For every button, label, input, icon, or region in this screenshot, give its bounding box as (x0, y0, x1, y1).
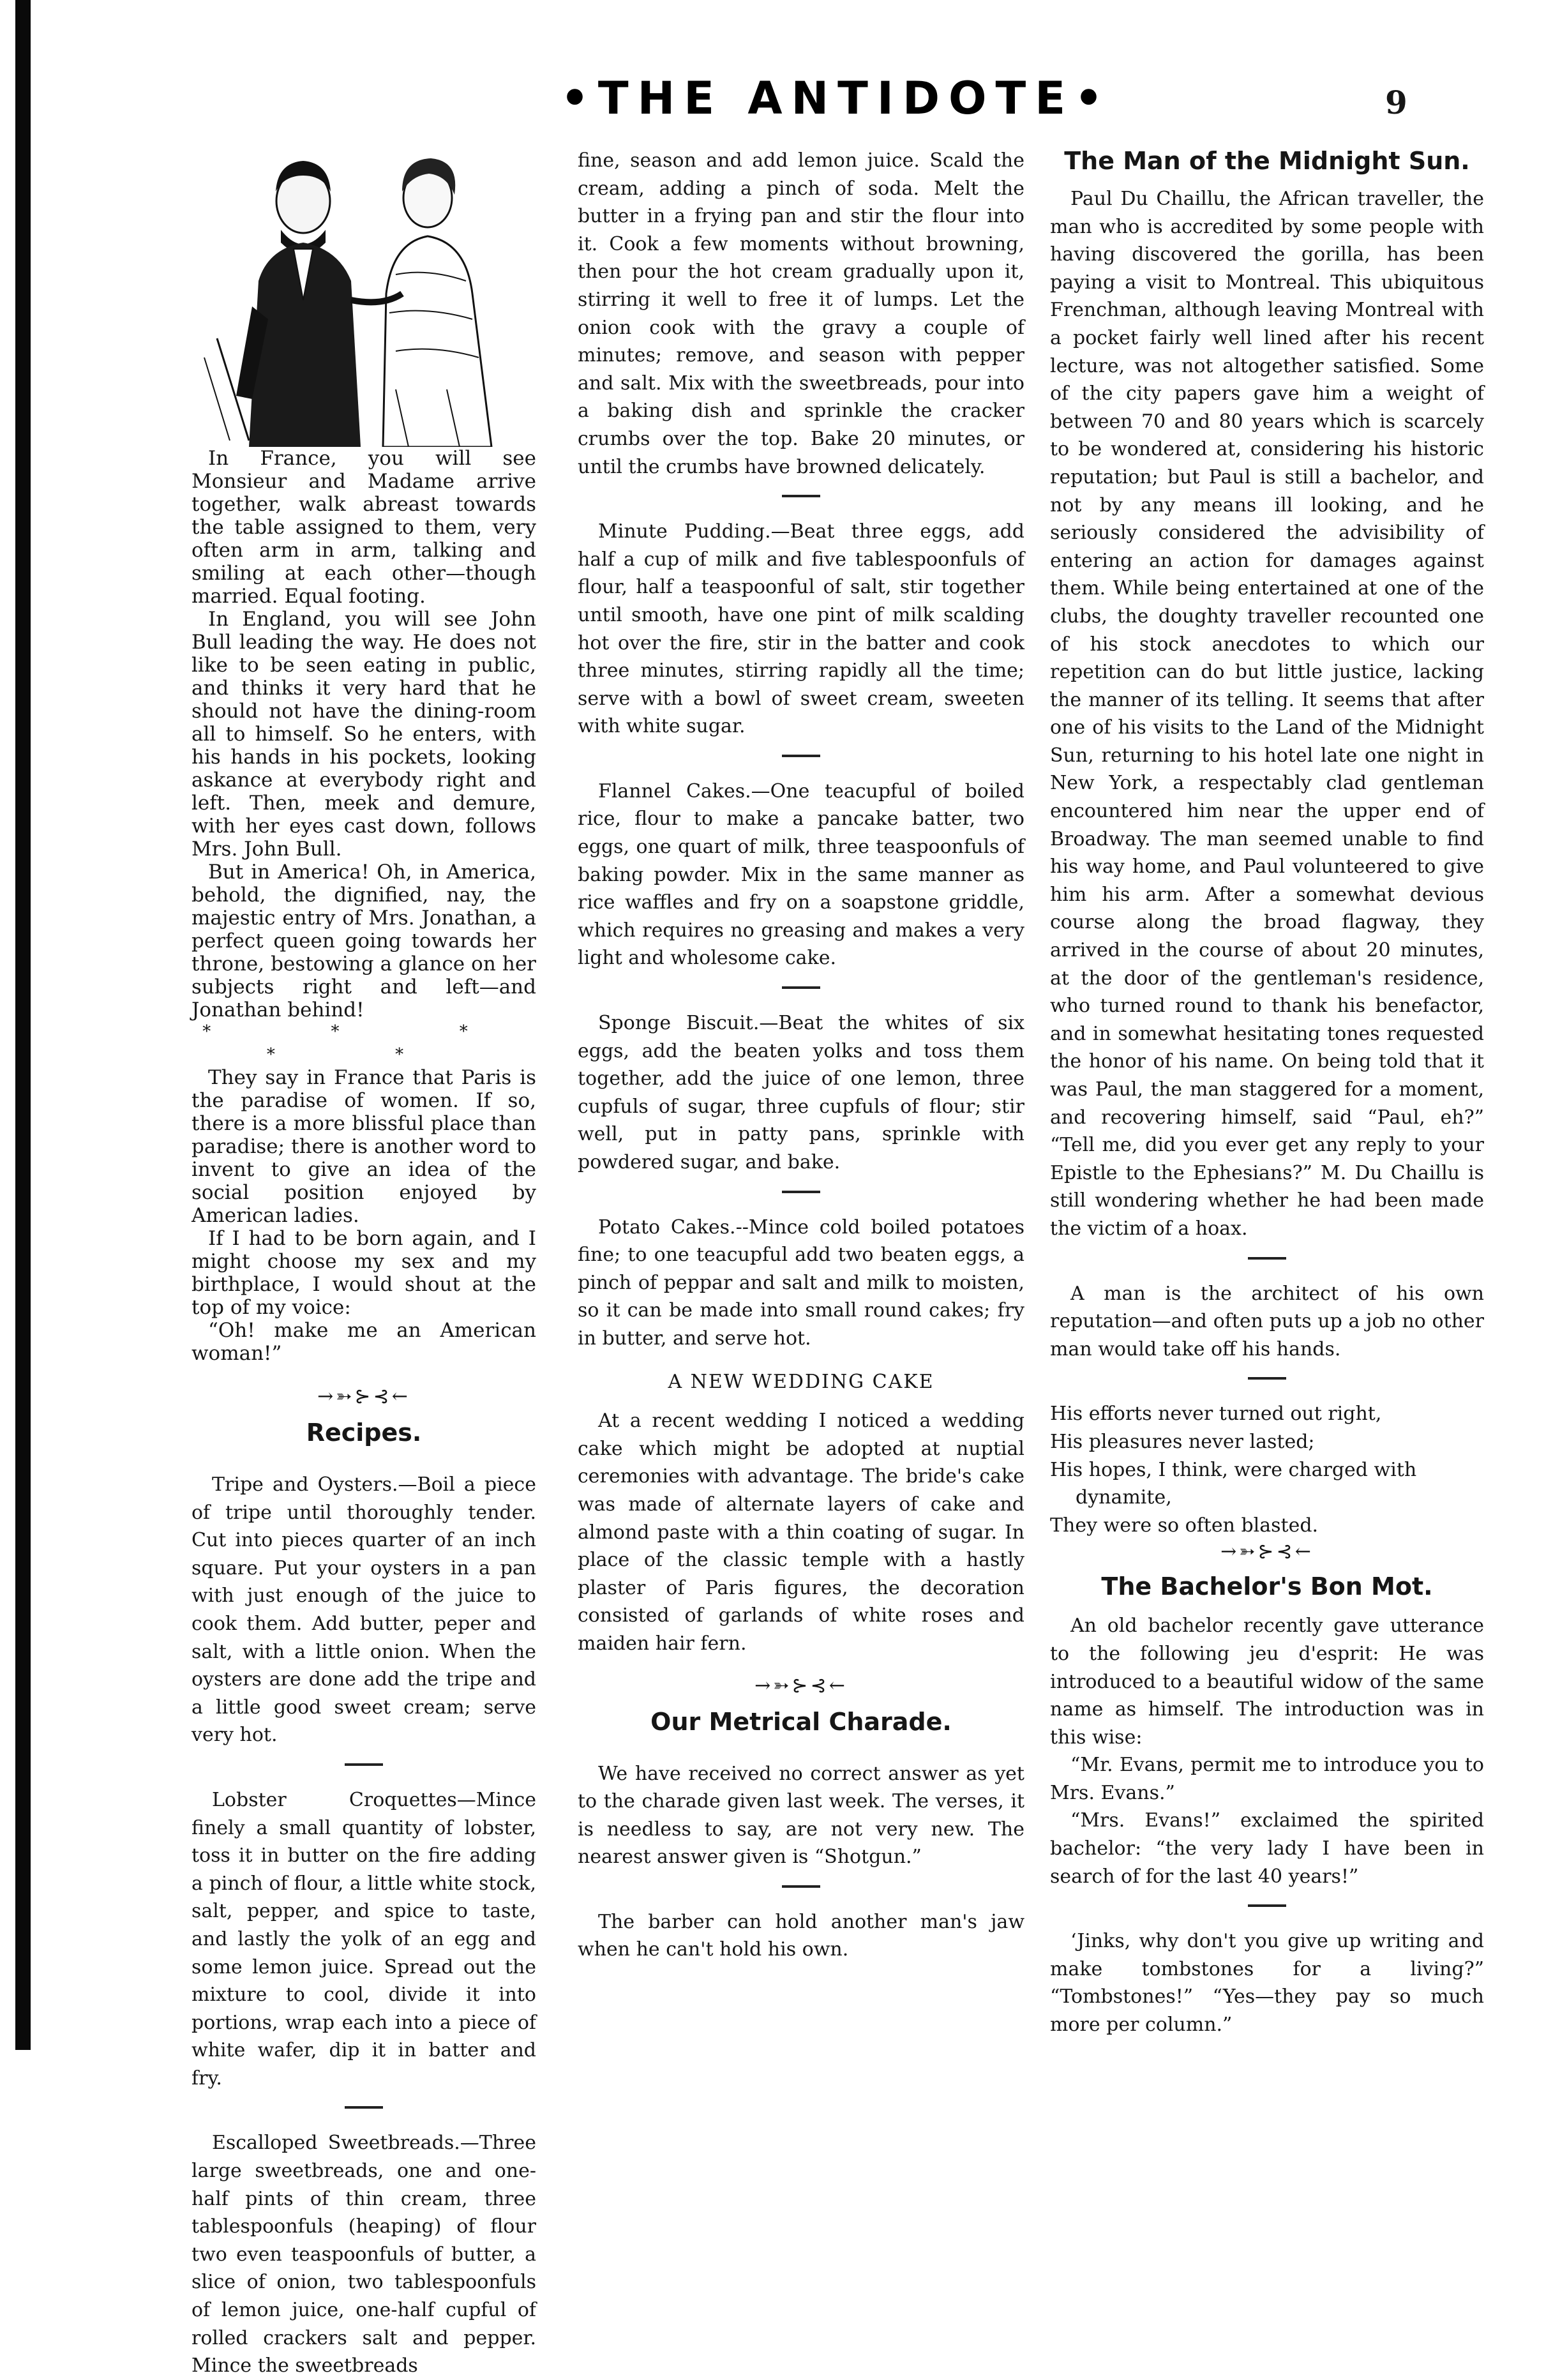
recipe-minute-pudding: Minute Pudding.—Beat three eggs, add half a cup of milk and five tablespoonfuls of flour, half a teaspoonful of salt, stir together until smooth, have one pint of milk scalding hot over the fire, stir in the batter and cook three minutes, stirring rapidly all the time; serve with a bowl of sweet cream, sweeten with white sugar. (578, 520, 1024, 738)
recipe-divider (782, 1191, 820, 1193)
wedding-cake-heading: A NEW WEDDING CAKE (668, 1370, 934, 1393)
sweetbreads-continuation: fine, season and add lemon juice. Scald the cream, adding a pinch of soda. Melt the butter in a frying pan and stir the flour into it. Cook a few moments without browning, then pour the hot cream gradually upon it, stirring it well to free it of lumps. Let the onion cook with the gravy a couple of minutes; remove, and season with pepper and salt. Mix with the sweetbreads, pour into a baking dish and sprinkle the cracker crumbs over the top. Bake 20 minutes, or until the crumbs have browned delicately. (578, 149, 1024, 478)
architect-text: A man is the architect of his own reputation—and often puts up a job no other man would take off his hands. (1050, 1282, 1484, 1360)
page-edge-rule (15, 0, 31, 2050)
verse-line: dynamite, (1076, 1486, 1172, 1509)
paragraph-quote: “Oh! make me an American woman!” (191, 1319, 536, 1365)
section-divider (1248, 1904, 1286, 1907)
verse-line: They were so often blasted. (1050, 1514, 1319, 1537)
bon-mot-intro: An old bachelor recently gave utterance to the following jeu d'esprit: He was introduced to a beautiful widow of the same name as himself. The introduction was in this wise: (1050, 1615, 1484, 1749)
paragraph-england: In England, you will see John Bull leading the way. He does not like to be seen eating in public, and thinks it very hard that he should not have the dining-room all to himself. So he enters, with his hands in his pockets, looking askance at everybody right and left. Then, meek and demure, with her eyes cast down, follows Mrs. John Bull. (191, 608, 536, 861)
section-stars: * * * * * (202, 1022, 525, 1064)
verse-line: His efforts never turned out right, (1050, 1403, 1382, 1426)
midnight-sun-heading: The Man of the Midnight Sun. (1064, 147, 1470, 175)
divider-ornament: →➳⊱⊰← (317, 1385, 410, 1408)
midnight-sun-article: Paul Du Chaillu, the African traveller, the man who is accredited by some people with having discovered the gorilla, has been paying a visit to Montreal. This ubiquitous Frenchman, although leaving Montreal with a pocket fairly well lined after his recent lecture, was not altogether satisfied. Some of the city papers gave him a weight of between 70 and 80 years which is scarcely to be wondered at, considering his historic reputation; but Paul is still a bachelor, and not by any means ill looking, and he seriously considered the advisibility of entering an action for damages against them. While being entertained at one of the clubs, the doughty traveller recounted one of his stock anecdotes to which our repetition can do but little justice, lacking the manner of its telling. It seems that after one of his visits to the Land of the Midnight Sun, returning to his hotel late one night in New York, a respectably clad gentleman encountered him near the upper end of Broadway. The man seemed unable to find his way home, and Paul volunteered to give him his arm. After a somewhat devious course along the broad flagway, they arrived in the course of about 20 minutes, at the door of the gentleman's residence, who turned round to thank his benefactor, and in somewhat hesitating tones requested the honor of his name. On being told that it was Paul, the man staggered for a moment, and recovering himself, said “Paul, eh?” “Tell me, did you ever get any reply to your Epistle to the Ephesians?” M. Du Chaillu is still wondering whether he had been made the victim of a hoax. (1050, 188, 1484, 1240)
section-divider (1248, 1257, 1286, 1260)
recipe-divider (782, 755, 820, 757)
recipe-potato-cakes: Potato Cakes.--Mince cold boiled potatoes fine; to one teacupful add two beaten eggs, a pinch of peppar and salt and milk to moisten, so it can be made into small round cakes; fry in butter, and serve hot. (578, 1216, 1024, 1350)
couple-illustration (191, 147, 536, 447)
page-number: 9 (1385, 84, 1407, 121)
column-1 (191, 447, 536, 2380)
recipe-lobster-croquettes: Lobster Croquettes—Mince finely a small quantity of lobster, toss it in butter on the fire adding a pinch of flour, a little white stock, salt, pepper, and spice to taste, and lastly the yolk of an egg and some lemon juice. Spread out the mixture to cool, divide it into portions, wrap each into a piece of white wafer, dip it in batter and fry. (191, 1788, 536, 2090)
verse-line: His pleasures never lasted; (1050, 1430, 1315, 1453)
wedding-cake-text: At a recent wedding I noticed a wedding cake which might be adopted at nuptial ceremonies with advantage. The bride's cake was made of alternate layers of cake and almond paste with a thin coating of sugar. In place of the classic temple with a hastly plaster of Paris figures, the decoration consisted of garlands of white roses and maiden hair fern. (578, 1410, 1024, 1655)
barber-text: The barber can hold another man's jaw when he can't hold his own. (578, 1910, 1024, 1961)
divider-ornament: →➳⊱⊰← (754, 1674, 848, 1697)
recipe-divider (345, 2106, 383, 2109)
column-3 (1050, 147, 1484, 2039)
divider-ornament: →➳⊱⊰← (1220, 1540, 1314, 1563)
verse-line: His hopes, I think, were charged with (1050, 1458, 1417, 1481)
paragraph-born-again: If I had to be born again, and I might choose my sex and my birthplace, I would shout at the top of my voice: (191, 1227, 536, 1319)
bon-mot-line: “Mr. Evans, permit me to introduce you to Mrs. Evans.” (1050, 1754, 1484, 1804)
verse (1050, 1400, 1484, 1539)
section-divider (1248, 1377, 1286, 1380)
section-divider (782, 1885, 820, 1888)
recipes-list (191, 1471, 536, 2380)
paragraph-america: But in America! Oh, in America, behold, the dignified, nay, the majestic entry of Mrs. Jonathan, a perfect queen going towards her throne, bestowing a glance on her subjects right and left—and Jonathan behind! (191, 861, 536, 1021)
recipe-divider (782, 495, 820, 497)
bon-mot-line: “Mrs. Evans!” exclaimed the spirited bachelor: “the very lady I have been in search of for the last 40 years!” (1050, 1809, 1484, 1888)
recipe-flannel-cakes: Flannel Cakes.—One teacupful of boiled rice, flour to make a pancake batter, two eggs, one quart of milk, three teaspoonfuls of baking powder. Mix in the same manner as rice waffles and fry on a soapstone griddle, which requires no greasing and makes a very light and wholesome cake. (578, 780, 1024, 970)
charade-text: We have received no correct answer as yet to the charade given last week. The verses, it is needless to say, are not very new. The nearest answer given is “Shotgun.” (578, 1762, 1024, 1869)
charade-heading: Our Metrical Charade. (650, 1707, 952, 1736)
recipe-escalloped-sweetbreads: Escalloped Sweetbreads.—Three large sweetbreads, one and one-half pints of thin cream, three tablespoonfuls (heaping) of flour two even teaspoonfuls of butter, a slice of onion, two tablespoonfuls of lemon juice, one-half cupful of rolled crackers salt and pepper. Mince the sweetbreads (191, 2132, 536, 2377)
masthead-title: •THE ANTIDOTE• (560, 72, 1112, 124)
jinks-text: ‘Jinks, why don't you give up writing and make tombstones for a living?” “Tombstones!” “Yes—they pay so much more per column.” (1050, 1930, 1484, 2037)
recipe-sponge-biscuit: Sponge Biscuit.—Beat the whites of six eggs, add the beaten yolks and toss them together, add the juice of one lemon, three cupfuls of sugar, three cupfuls of flour; stir well, put in patty pans, sprinkle with powdered sugar, and bake. (578, 1012, 1024, 1173)
recipes-heading: Recipes. (306, 1419, 422, 1447)
masthead (0, 61, 1553, 137)
recipe-divider (782, 986, 820, 989)
recipe-tripe-oysters: Tripe and Oysters.—Boil a piece of tripe until thoroughly tender. Cut into pieces quarter of an inch square. Put your oysters in a pan with just enough of the juice to cook them. Add butter, peper and salt, with a little onion. When the oysters are done add the tripe and a little good sweet cream; serve very hot. (191, 1473, 536, 1747)
paragraph-paris: They say in France that Paris is the paradise of women. If so, there is a more blissful place than paradise; there is another word to invent to give an idea of the social position enjoyed by American ladies. (191, 1066, 536, 1227)
column-2 (578, 147, 1024, 1964)
bon-mot-heading: The Bachelor's Bon Mot. (1101, 1572, 1433, 1601)
recipe-divider (345, 1763, 383, 1766)
paragraph-france: In France, you will see Monsieur and Madame arrive together, walk abreast towards the table assigned to them, very often arm in arm, talking and smiling at each other—though married. Equal footing. (191, 447, 536, 608)
